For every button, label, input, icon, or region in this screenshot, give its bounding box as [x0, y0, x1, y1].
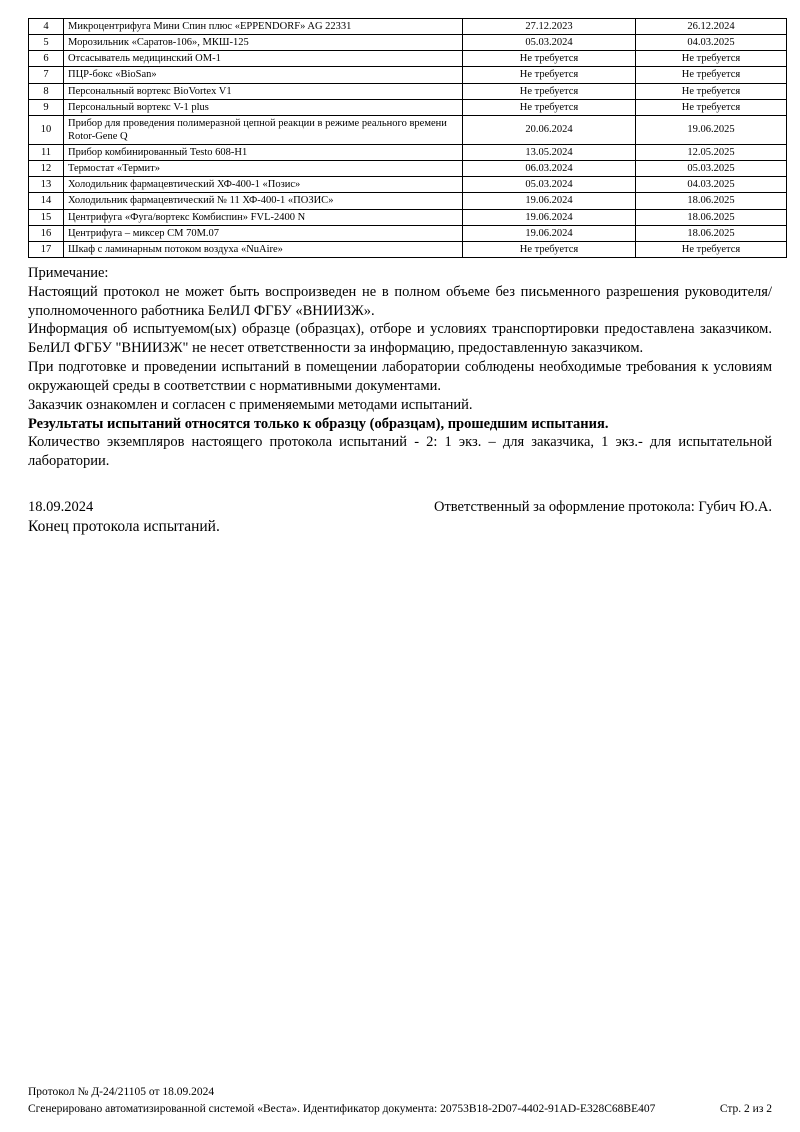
row-number-cell: 15: [29, 209, 64, 225]
valid-until-cell: Не требуется: [636, 67, 787, 83]
note-paragraph: Информация об испытуемом(ых) образце (образцах), отборе и условиях транспортировки предоставлена заказчиком. БелИЛ ФГБУ "ВНИИЗЖ" не несет ответственности за информацию, предоставленную заказчиком.: [28, 321, 772, 357]
table-row: [29, 241, 787, 257]
verification-date-cell: Не требуется: [463, 51, 636, 67]
equipment-name-cell: Центрифуга – миксер СМ 70М.07: [64, 225, 463, 241]
table-row: [29, 177, 787, 193]
valid-until-cell: 04.03.2025: [636, 177, 787, 193]
note-paragraph: Количество экземпляров настоящего протокола испытаний - 2: 1 экз. – для заказчика, 1 экз.- для испытательной лаборатории.: [28, 434, 772, 470]
table-row: [29, 225, 787, 241]
equipment-name-cell: Прибор комбинированный Testo 608-H1: [64, 145, 463, 161]
table-row: [29, 67, 787, 83]
row-number-cell: 12: [29, 161, 64, 177]
valid-until-cell: Не требуется: [636, 99, 787, 115]
valid-until-cell: 05.03.2025: [636, 161, 787, 177]
valid-until-cell: Не требуется: [636, 51, 787, 67]
notes-section: [28, 264, 772, 471]
row-number-cell: 14: [29, 193, 64, 209]
valid-until-cell: Не требуется: [636, 241, 787, 257]
equipment-name-cell: Персональный вортекс V-1 plus: [64, 99, 463, 115]
equipment-name-cell: Прибор для проведения полимеразной цепной реакции в режиме реального времени Rotor-Gene Q: [64, 115, 463, 144]
equipment-name-cell: Микроцентрифуга Мини Спин плюс «EPPENDORF» AG 22331: [64, 19, 463, 35]
note-paragraph-bold: Результаты испытаний относятся только к образцу (образцам), прошедшим испытания.: [28, 415, 609, 432]
row-number-cell: 10: [29, 115, 64, 144]
footer-generated-info: Сгенерировано автоматизированной системой «Веста». Идентификатор документа: 20753B18-2D07-4402-91AD-E328C68BE407: [28, 1102, 656, 1115]
valid-until-cell: 18.06.2025: [636, 193, 787, 209]
row-number-cell: 11: [29, 145, 64, 161]
verification-date-cell: Не требуется: [463, 241, 636, 257]
verification-date-cell: 20.06.2024: [463, 115, 636, 144]
note-paragraph: Заказчик ознакомлен и согласен с применяемыми методами испытаний.: [28, 396, 473, 413]
table-row: [29, 19, 787, 35]
verification-date-cell: 06.03.2024: [463, 161, 636, 177]
equipment-table-body: [29, 19, 787, 258]
table-row: [29, 99, 787, 115]
row-number-cell: 5: [29, 35, 64, 51]
row-number-cell: 13: [29, 177, 64, 193]
responsible-person: Ответственный за оформление протокола: Губич Ю.А.: [433, 499, 772, 516]
valid-until-cell: 04.03.2025: [636, 35, 787, 51]
verification-date-cell: 13.05.2024: [463, 145, 636, 161]
valid-until-cell: 18.06.2025: [636, 209, 787, 225]
verification-date-cell: 05.03.2024: [463, 35, 636, 51]
verification-date-cell: Не требуется: [463, 67, 636, 83]
table-row: [29, 161, 787, 177]
table-row: [29, 51, 787, 67]
equipment-table: [28, 18, 787, 258]
verification-date-cell: 19.06.2024: [463, 225, 636, 241]
valid-until-cell: 18.06.2025: [636, 225, 787, 241]
spacer: [28, 536, 772, 1083]
equipment-name-cell: ПЦР-бокс «BioSan»: [64, 67, 463, 83]
end-of-protocol-line: Конец протокола испытаний.: [28, 518, 220, 536]
protocol-date: 18.09.2024: [28, 499, 94, 516]
equipment-name-cell: Холодильник фармацевтический № 11 ХФ-400-1 «ПОЗИС»: [64, 193, 463, 209]
verification-date-cell: 19.06.2024: [463, 193, 636, 209]
notes-title: Примечание:: [28, 264, 109, 281]
note-paragraph: При подготовке и проведении испытаний в помещении лаборатории соблюдены необходимые требования к условиям окружающей среды в соответствии с нормативными документами.: [28, 359, 772, 394]
equipment-name-cell: Отсасыватель медицинский ОМ-1: [64, 51, 463, 67]
table-row: [29, 83, 787, 99]
note-paragraph: Настоящий протокол не может быть воспроизведен не в полном объеме без письменного разрешения руководителя/уполномоченного работника БелИЛ ФГБУ «ВНИИЗЖ».: [28, 283, 772, 319]
valid-until-cell: 12.05.2025: [636, 145, 787, 161]
equipment-name-cell: Персональный вортекс BioVortex V1: [64, 83, 463, 99]
row-number-cell: 6: [29, 51, 64, 67]
row-number-cell: 16: [29, 225, 64, 241]
equipment-name-cell: Шкаф с ламинарным потоком воздуха «NuAire»: [64, 241, 463, 257]
table-row: [29, 115, 787, 144]
footer-page-number: Стр. 2 из 2: [719, 1102, 772, 1115]
table-row: [29, 145, 787, 161]
table-row: [29, 193, 787, 209]
equipment-name-cell: Морозильник «Саратов-106», МКШ-125: [64, 35, 463, 51]
row-number-cell: 17: [29, 241, 64, 257]
row-number-cell: 4: [29, 19, 64, 35]
equipment-name-cell: Центрифуга «Фуга/вортекс Комбиспин» FVL-2400 N: [64, 209, 463, 225]
row-number-cell: 8: [29, 83, 64, 99]
page-footer: [28, 1084, 772, 1119]
verification-date-cell: 05.03.2024: [463, 177, 636, 193]
verification-date-cell: Не требуется: [463, 99, 636, 115]
signature-row: [28, 499, 772, 516]
verification-date-cell: 19.06.2024: [463, 209, 636, 225]
verification-date-cell: 27.12.2023: [463, 19, 636, 35]
footer-protocol-number: Протокол № Д-24/21105 от 18.09.2024: [28, 1085, 215, 1098]
equipment-name-cell: Холодильник фармацевтический ХФ-400-1 «Позис»: [64, 177, 463, 193]
valid-until-cell: Не требуется: [636, 83, 787, 99]
table-row: [29, 209, 787, 225]
row-number-cell: 9: [29, 99, 64, 115]
valid-until-cell: 26.12.2024: [636, 19, 787, 35]
verification-date-cell: Не требуется: [463, 83, 636, 99]
equipment-name-cell: Термостат «Термит»: [64, 161, 463, 177]
row-number-cell: 7: [29, 67, 64, 83]
valid-until-cell: 19.06.2025: [636, 115, 787, 144]
table-row: [29, 35, 787, 51]
